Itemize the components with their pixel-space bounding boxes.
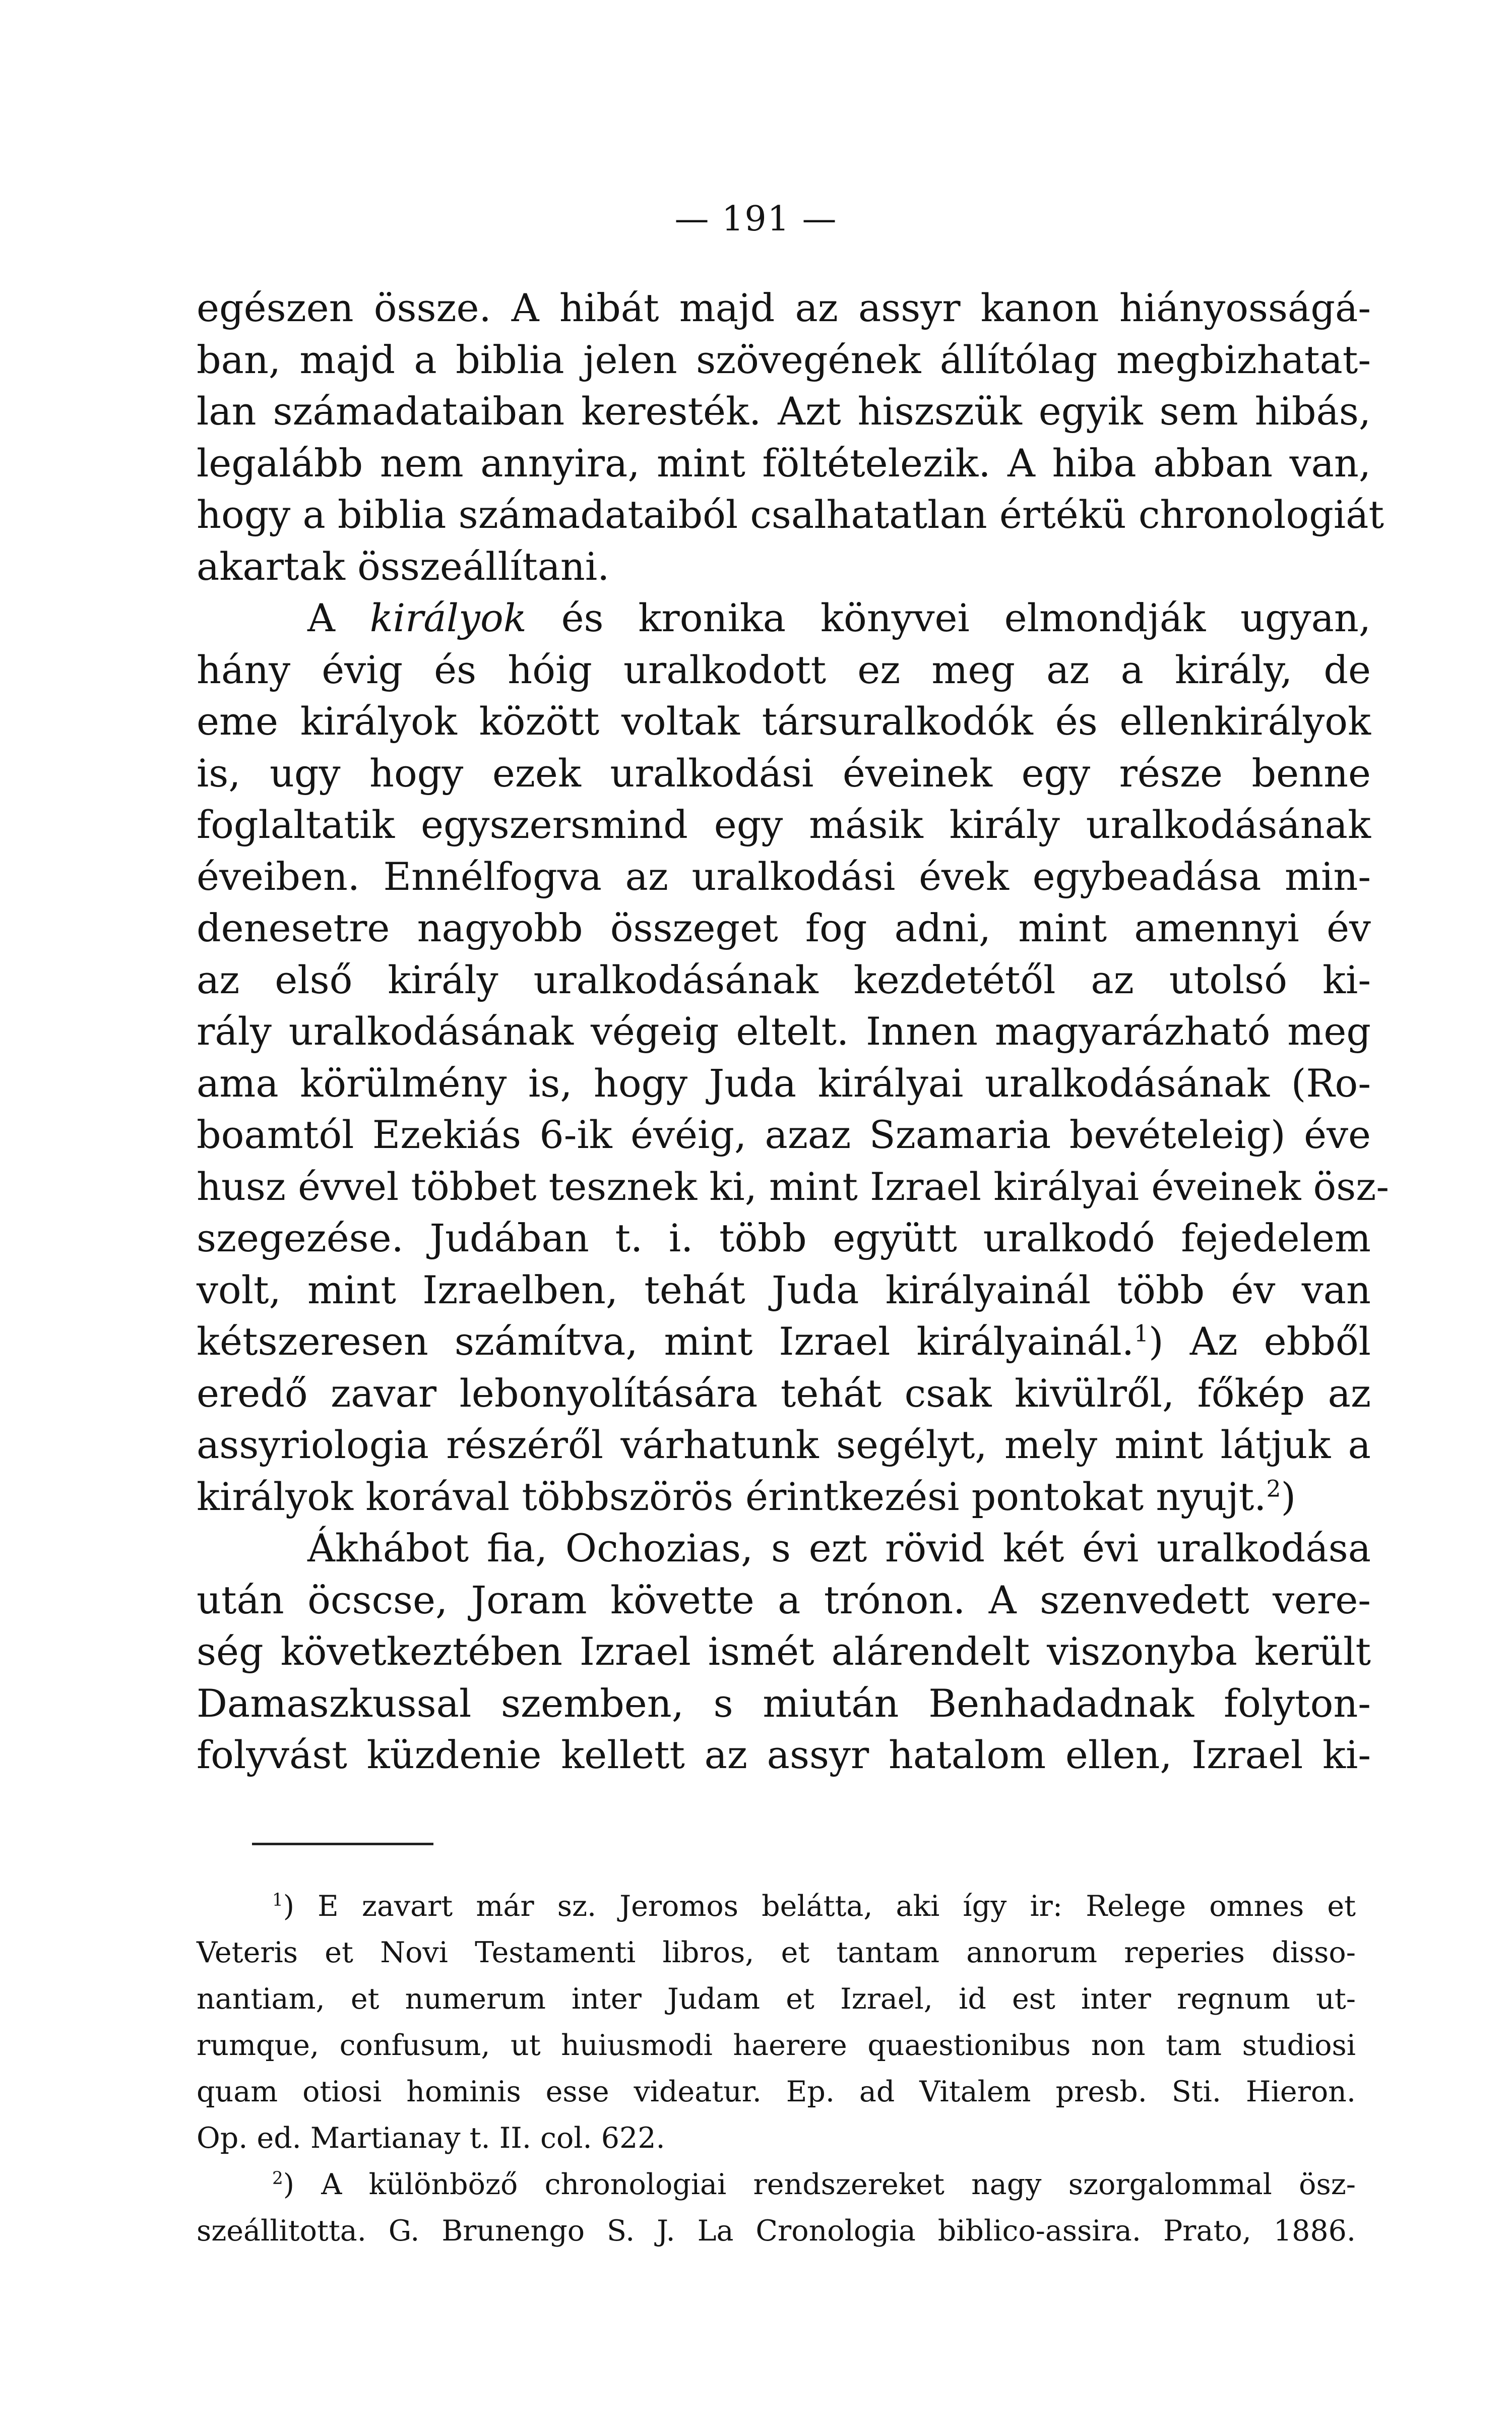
- footnote-text: A különböző chronologiai rendszereket nagy szorgalommal ösz-: [321, 2168, 1356, 2201]
- text-line: szegezése. Judában t. i. több együtt uralkodó fejedelem: [197, 1216, 1371, 1260]
- text-line: királyok korával többszörös érintkezési pontokat nyujt.: [197, 1474, 1267, 1519]
- footnote-marker-2[interactable]: 2: [1266, 1475, 1281, 1502]
- footnote-1: $^1$) E zavart már sz. Jeromos belátta, aki így ir: Relege omnes et: [272, 1890, 1356, 1923]
- main-text: [197, 282, 1390, 1781]
- text-line: eredő zavar lebonyolítására tehát csak kivülről, főkép az: [197, 1370, 1371, 1416]
- text-line: hány évig és hóig uralkodott ez meg az a király, de: [197, 647, 1371, 692]
- text-line: ama körülmény is, hogy Juda királyai uralkodásának (Ro-: [197, 1060, 1371, 1106]
- text-line: husz évvel többet tesznek ki, mint Izrael királyai éveinek ösz-: [197, 1164, 1390, 1209]
- footnote-ref-line: királyok korával többszörös érintkezési pontokat nyujt.$^2$): [197, 1474, 1296, 1519]
- footnote-text: quam otiosi hominis esse videatur. Ep. ad Vitalem presb. Sti. Hieron.: [197, 2075, 1356, 2108]
- footnote-number-1: 1: [272, 1890, 283, 1910]
- text-line: lan számadataiban keresték. Azt hiszszük egyik sem hibás,: [197, 389, 1371, 434]
- footnote-number-2: 2: [272, 2168, 283, 2189]
- footnote-text: E zavart már sz. Jeromos belátta, aki így ir: Relege omnes et: [318, 1890, 1356, 1923]
- text-line: és kronika könyvei elmondják ugyan,: [561, 595, 1371, 640]
- footnote-2: $^2$) A különböző chronologiai rendszereket nagy szorgalommal ösz-: [272, 2168, 1356, 2201]
- footnote-text: szeállitotta. G. Brunengo S. J. La Cronologia biblico-assira. Prato, 1886.: [197, 2214, 1356, 2248]
- text-line: kétszeresen számítva, mint Izrael királyainál.: [197, 1319, 1134, 1364]
- footnote-marker-1[interactable]: 1: [1134, 1320, 1149, 1347]
- text-line: denesetre nagyobb összeget fog adni, mint amennyi év: [197, 905, 1371, 950]
- text-line: folyvást küzdenie kellett az assyr hatalom ellen, Izrael ki-: [197, 1732, 1371, 1777]
- text-line: foglaltatik egyszersmind egy másik király uralkodásának: [197, 802, 1371, 847]
- text-line: is, ugy hogy ezek uralkodási éveinek egy része benne: [197, 750, 1371, 796]
- text-line: hogy a biblia számadataiból csalhatatlan értékü chronologiát: [197, 492, 1384, 537]
- text-line: legalább nem annyira, mint föltételezik. A hiba abban van,: [197, 440, 1371, 486]
- text-line: az első király uralkodásának kezdetétől az utolsó ki-: [197, 957, 1371, 1002]
- footnotes: [197, 1883, 1356, 2254]
- text-line: Damaszkussal szemben, s miután Benhadadnak folyton-: [197, 1680, 1371, 1726]
- text-line: ség következtében Izrael ismét alárendelt viszonyba került: [197, 1629, 1371, 1674]
- paragraph-initial: A: [307, 595, 335, 640]
- text-line: eme királyok között voltak társuralkodók és ellenkirályok: [197, 699, 1371, 744]
- text-line: boamtól Ezekiás 6-ik évéig, azaz Szamaria bevételeig) éve: [197, 1112, 1371, 1157]
- text-line: ban, majd a biblia jelen szövegének állítólag megbizhatat-: [197, 337, 1371, 382]
- paragraph-start-line: Ákhábot fia, Ochozias, s ezt rövid két évi uralkodása: [307, 1526, 1371, 1570]
- text-line: egészen össze. A hibát majd az assyr kanon hiányosságá-: [197, 285, 1371, 330]
- footnote-text: Op. ed. Martianay t. II. col. 622.: [197, 2122, 665, 2155]
- footnote-divider: [252, 1843, 433, 1845]
- text-line: után öcscse, Joram követte a trónon. A szenvedett vere-: [197, 1577, 1371, 1622]
- text-line: akartak összeállítani.: [197, 543, 610, 589]
- footnote-ref-line: kétszeresen számítva, mint Izrael királyainál.$^1$) Az ebből: [197, 1319, 1371, 1364]
- text-line: éveiben. Ennélfogva az uralkodási évek egybeadása min-: [197, 854, 1371, 899]
- footnote-text: rumque, confusum, ut huiusmodi haerere quaestionibus non tam studiosi: [197, 2029, 1356, 2062]
- footnote-text: Veteris et Novi Testamenti libros, et tantam annorum reperies disso-: [197, 1936, 1356, 1969]
- text-line: volt, mint Izraelben, tehát Juda királyainál több év van: [197, 1267, 1371, 1312]
- text-line: rály uralkodásának végeig eltelt. Innen magyarázható meg: [197, 1009, 1371, 1054]
- text-line: assyriologia részéről várhatunk segélyt, mely mint látjuk a: [197, 1422, 1371, 1467]
- footnote-text: nantiam, et numerum inter Judam et Izrael, id est inter regnum ut-: [197, 1982, 1356, 2016]
- page-number-header: — 191 —: [674, 199, 838, 239]
- italic-term: királyok: [369, 595, 527, 640]
- paragraph-start-line: [197, 592, 1371, 644]
